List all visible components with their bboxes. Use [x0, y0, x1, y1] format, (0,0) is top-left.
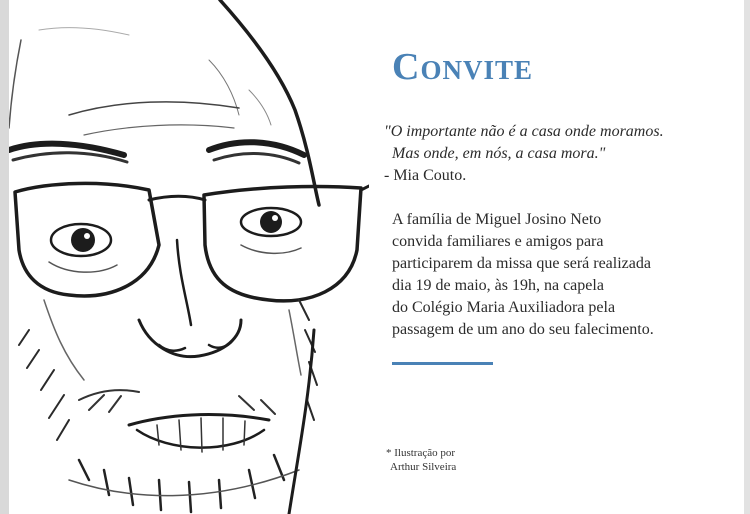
left-border — [0, 0, 9, 514]
invitation-line: do Colégio Maria Auxiliadora pela — [392, 299, 616, 316]
quote-line-1: "O importante não é a casa onde moramos. — [384, 123, 664, 140]
right-border — [744, 0, 750, 514]
invitation-line: passagem de um ano do seu falecimento. — [392, 321, 654, 338]
credit-line-1: * Ilustração por — [386, 447, 456, 459]
quote-author: - Mia Couto. — [384, 167, 467, 184]
quote-line-2: Mas onde, em nós, a casa mora." — [392, 145, 606, 162]
quote-block — [384, 121, 664, 187]
credit-line-2: Arthur Silveira — [390, 461, 457, 473]
invitation-line: A família de Miguel Josino Neto — [392, 211, 602, 228]
title-convite: Convite — [392, 46, 533, 88]
illustration-credit — [386, 446, 456, 474]
invitation-line: participarem da missa que será realizada — [392, 255, 651, 272]
invitation-line: dia 19 de maio, às 19h, na capela — [392, 277, 604, 294]
invitation-text — [392, 209, 722, 341]
accent-divider — [392, 362, 493, 365]
invitation-line: convida familiares e amigos para — [392, 233, 604, 250]
portrait-illustration — [9, 0, 369, 514]
